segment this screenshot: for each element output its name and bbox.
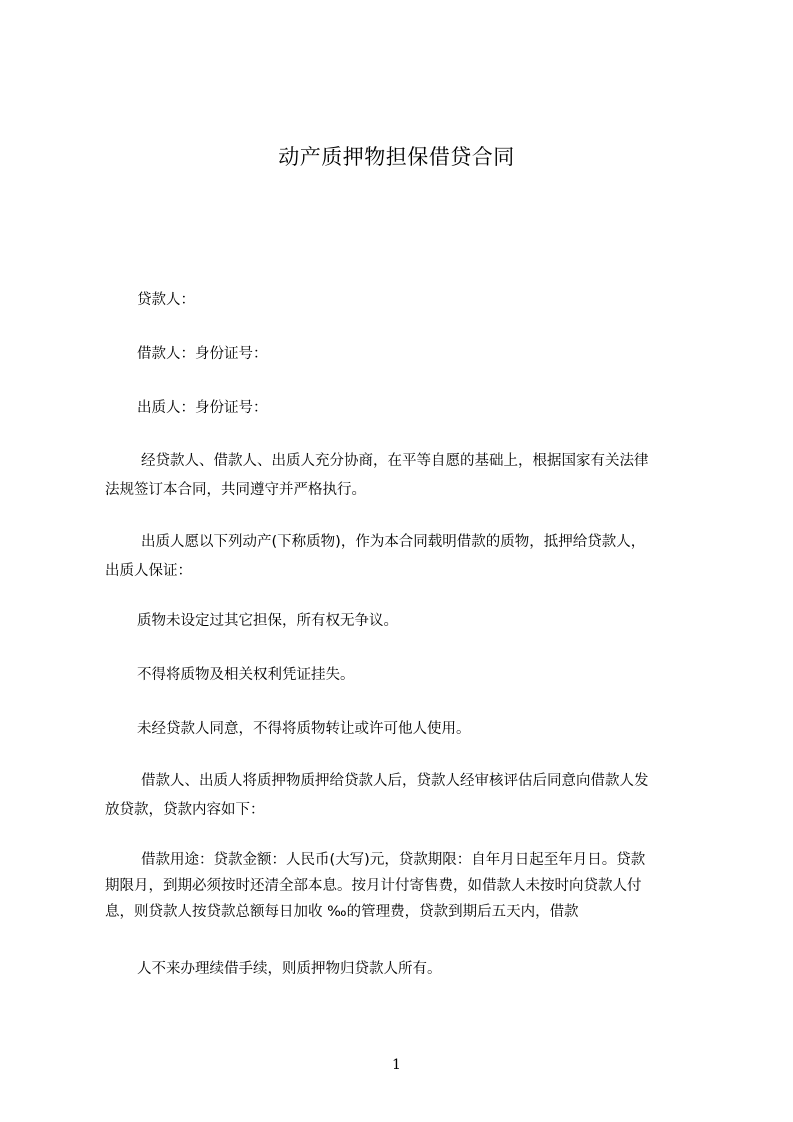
- guarantee-clause-1: 质物未设定过其它担保，所有权无争议。: [137, 613, 398, 629]
- terms-ending: 人不来办理续借手续，则质押物归贷款人所有。: [137, 961, 442, 977]
- intro-line-1: 经贷款人、借款人、出质人充分协商，在平等自愿的基础上，根据国家有关法律: [141, 453, 649, 469]
- borrower-field: 借款人：身份证号：: [137, 346, 268, 362]
- guarantee-clause-3: 未经贷款人同意，不得将质物转让或许可他人使用。: [137, 721, 471, 737]
- terms-line-1: 借款用途：贷款金额：人民币(大写)元，贷款期限：自年月日起至年月日。贷款: [141, 852, 646, 868]
- document-title: 动产质押物担保借贷合同: [278, 145, 515, 169]
- pledge-line-1: 出质人愿以下列动产(下称质物)，作为本合同载明借款的质物，抵押给贷款人，: [141, 534, 646, 550]
- intro-line-2: 法规签订本合同，共同遵守并严格执行。: [105, 482, 366, 498]
- lender-field: 贷款人：: [137, 292, 195, 308]
- terms-line-3: 息，则贷款人按贷款总额每日加收 ‰的管理费，贷款到期后五天内，借款: [105, 904, 579, 920]
- loan-line-1: 借款人、出质人将质押物质押给贷款人后，贷款人经审核评估后同意向借款人发: [141, 773, 649, 789]
- loan-line-2: 放贷款，贷款内容如下：: [105, 802, 265, 818]
- intro-paragraph: [105, 451, 649, 500]
- pledge-paragraph: [105, 532, 645, 581]
- pledgor-field: 出质人：身份证号：: [137, 400, 268, 416]
- guarantee-clause-2: 不得将质物及相关权利凭证挂失。: [137, 667, 355, 683]
- pledge-line-2: 出质人保证：: [105, 563, 192, 579]
- terms-paragraph: [105, 850, 645, 922]
- terms-line-2: 期限月，到期必须按时还清全部本息。按月计付寄售费，如借款人未按时向贷款人付: [105, 878, 642, 894]
- loan-paragraph: [105, 771, 649, 820]
- page-number: 1: [392, 1057, 401, 1073]
